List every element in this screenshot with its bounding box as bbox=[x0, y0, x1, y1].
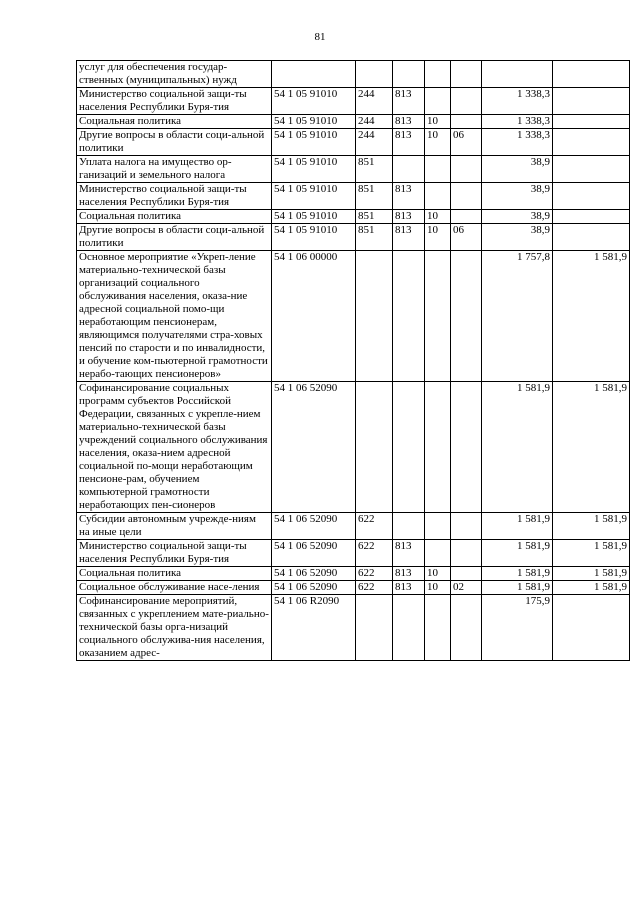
expense-type-code-cell: 622 bbox=[356, 567, 393, 581]
amount-federal-cell: 1 581,9 bbox=[553, 513, 630, 540]
section-code-cell: 10 bbox=[425, 210, 451, 224]
amount-federal-cell bbox=[553, 61, 630, 88]
target-article-code-cell: 54 1 05 91010 bbox=[272, 115, 356, 129]
section-code-cell bbox=[425, 61, 451, 88]
section-code-cell bbox=[425, 540, 451, 567]
table-row bbox=[77, 382, 630, 513]
amount-total-cell bbox=[482, 61, 553, 88]
table-row bbox=[77, 115, 630, 129]
amount-federal-cell bbox=[553, 595, 630, 661]
expense-type-code-cell: 622 bbox=[356, 540, 393, 567]
section-code-cell bbox=[425, 183, 451, 210]
section-code-cell: 10 bbox=[425, 115, 451, 129]
expense-type-code-cell: 622 bbox=[356, 581, 393, 595]
table-row bbox=[77, 567, 630, 581]
table-row bbox=[77, 210, 630, 224]
section-code-cell bbox=[425, 382, 451, 513]
subsection-code-cell bbox=[451, 61, 482, 88]
row-name-cell: Субсидии автономным учрежде-ниям на иные цели bbox=[77, 513, 272, 540]
amount-total-cell: 38,9 bbox=[482, 156, 553, 183]
administrator-code-cell bbox=[393, 513, 425, 540]
section-code-cell bbox=[425, 595, 451, 661]
row-name-cell: Другие вопросы в области соци-альной политики bbox=[77, 224, 272, 251]
amount-federal-cell: 1 581,9 bbox=[553, 251, 630, 382]
amount-federal-cell bbox=[553, 88, 630, 115]
expense-type-code-cell bbox=[356, 595, 393, 661]
amount-total-cell: 1 338,3 bbox=[482, 129, 553, 156]
subsection-code-cell bbox=[451, 88, 482, 115]
budget-table-body bbox=[77, 61, 630, 661]
table-row bbox=[77, 595, 630, 661]
row-name-cell: Софинансирование мероприятий, связанных с укреплением мате-риально-технической базы орга-низаций социального обслужива-ния населения, оказанием адрес- bbox=[77, 595, 272, 661]
administrator-code-cell: 813 bbox=[393, 210, 425, 224]
administrator-code-cell: 813 bbox=[393, 540, 425, 567]
amount-federal-cell: 1 581,9 bbox=[553, 540, 630, 567]
page-number: 81 bbox=[314, 31, 326, 43]
subsection-code-cell: 06 bbox=[451, 129, 482, 156]
subsection-code-cell bbox=[451, 210, 482, 224]
subsection-code-cell bbox=[451, 115, 482, 129]
row-name-cell: Основное мероприятие «Укреп-ление материально-технической базы организаций социального обслуживания населения, оказа-ние адресной социальной помо-щи неработающим пенсионерам, являющимся получателями стра-ховых пенсий по старости и по инвалидности, и обучение ком-пьютерной грамотности нерабо-тающих пенсионеров» bbox=[77, 251, 272, 382]
row-name-cell: Социальная политика bbox=[77, 115, 272, 129]
amount-total-cell: 1 581,9 bbox=[482, 513, 553, 540]
amount-federal-cell: 1 581,9 bbox=[553, 567, 630, 581]
expense-type-code-cell: 244 bbox=[356, 115, 393, 129]
subsection-code-cell bbox=[451, 513, 482, 540]
subsection-code-cell: 02 bbox=[451, 581, 482, 595]
expense-type-code-cell: 851 bbox=[356, 156, 393, 183]
administrator-code-cell bbox=[393, 595, 425, 661]
target-article-code-cell: 54 1 06 52090 bbox=[272, 581, 356, 595]
expense-type-code-cell bbox=[356, 251, 393, 382]
expense-type-code-cell: 851 bbox=[356, 183, 393, 210]
row-name-cell: Другие вопросы в области соци-альной политики bbox=[77, 129, 272, 156]
table-row bbox=[77, 581, 630, 595]
amount-total-cell: 1 581,9 bbox=[482, 581, 553, 595]
amount-total-cell: 38,9 bbox=[482, 210, 553, 224]
administrator-code-cell: 813 bbox=[393, 581, 425, 595]
amount-federal-cell: 1 581,9 bbox=[553, 382, 630, 513]
expense-type-code-cell: 851 bbox=[356, 210, 393, 224]
table-row bbox=[77, 129, 630, 156]
table-row bbox=[77, 224, 630, 251]
subsection-code-cell bbox=[451, 183, 482, 210]
section-code-cell bbox=[425, 251, 451, 382]
row-name-cell: Министерство социальной защи-ты населения Республики Буря-тия bbox=[77, 540, 272, 567]
target-article-code-cell: 54 1 06 52090 bbox=[272, 567, 356, 581]
administrator-code-cell: 813 bbox=[393, 129, 425, 156]
administrator-code-cell bbox=[393, 61, 425, 88]
amount-total-cell: 1 581,9 bbox=[482, 540, 553, 567]
amount-total-cell: 1 338,3 bbox=[482, 88, 553, 115]
subsection-code-cell bbox=[451, 156, 482, 183]
section-code-cell: 10 bbox=[425, 224, 451, 251]
expense-type-code-cell: 851 bbox=[356, 224, 393, 251]
target-article-code-cell: 54 1 06 52090 bbox=[272, 382, 356, 513]
amount-total-cell: 1 581,9 bbox=[482, 567, 553, 581]
row-name-cell: услуг для обеспечения государ-ственных (муниципальных) нужд bbox=[77, 61, 272, 88]
section-code-cell bbox=[425, 156, 451, 183]
administrator-code-cell: 813 bbox=[393, 115, 425, 129]
target-article-code-cell: 54 1 06 R2090 bbox=[272, 595, 356, 661]
amount-total-cell: 38,9 bbox=[482, 183, 553, 210]
target-article-code-cell: 54 1 05 91010 bbox=[272, 183, 356, 210]
amount-federal-cell bbox=[553, 224, 630, 251]
target-article-code-cell: 54 1 05 91010 bbox=[272, 224, 356, 251]
expense-type-code-cell bbox=[356, 61, 393, 88]
row-name-cell: Министерство социальной защи-ты населения Республики Буря-тия bbox=[77, 88, 272, 115]
amount-federal-cell bbox=[553, 156, 630, 183]
table-row bbox=[77, 513, 630, 540]
amount-federal-cell: 1 581,9 bbox=[553, 581, 630, 595]
table-row bbox=[77, 183, 630, 210]
subsection-code-cell bbox=[451, 567, 482, 581]
table-row bbox=[77, 540, 630, 567]
section-code-cell: 10 bbox=[425, 567, 451, 581]
target-article-code-cell: 54 1 05 91010 bbox=[272, 88, 356, 115]
target-article-code-cell: 54 1 05 91010 bbox=[272, 210, 356, 224]
amount-federal-cell bbox=[553, 210, 630, 224]
administrator-code-cell: 813 bbox=[393, 567, 425, 581]
amount-total-cell: 1 581,9 bbox=[482, 382, 553, 513]
amount-federal-cell bbox=[553, 115, 630, 129]
target-article-code-cell: 54 1 06 52090 bbox=[272, 513, 356, 540]
row-name-cell: Софинансирование социальных программ субъектов Российской Федерации, связанных с укрепле-нием материально-технической базы учреждений социального обслуживания населения, оказа-нием адресной социальной по-мощи неработающим пенсионе-рам, обучением компьютерной грамотности неработающих пен-сионеров bbox=[77, 382, 272, 513]
target-article-code-cell: 54 1 05 91010 bbox=[272, 129, 356, 156]
target-article-code-cell: 54 1 06 00000 bbox=[272, 251, 356, 382]
expense-type-code-cell bbox=[356, 382, 393, 513]
target-article-code-cell: 54 1 05 91010 bbox=[272, 156, 356, 183]
table-row bbox=[77, 251, 630, 382]
table-row bbox=[77, 156, 630, 183]
expense-type-code-cell: 622 bbox=[356, 513, 393, 540]
section-code-cell: 10 bbox=[425, 581, 451, 595]
subsection-code-cell bbox=[451, 595, 482, 661]
administrator-code-cell bbox=[393, 251, 425, 382]
table-row bbox=[77, 61, 630, 88]
row-name-cell: Социальная политика bbox=[77, 210, 272, 224]
row-name-cell: Уплата налога на имущество ор-ганизаций и земельного налога bbox=[77, 156, 272, 183]
amount-total-cell: 38,9 bbox=[482, 224, 553, 251]
row-name-cell: Социальное обслуживание насе-ления bbox=[77, 581, 272, 595]
expense-type-code-cell: 244 bbox=[356, 129, 393, 156]
target-article-code-cell: 54 1 06 52090 bbox=[272, 540, 356, 567]
target-article-code-cell bbox=[272, 61, 356, 88]
row-name-cell: Министерство социальной защи-ты населения Республики Буря-тия bbox=[77, 183, 272, 210]
expense-type-code-cell: 244 bbox=[356, 88, 393, 115]
subsection-code-cell bbox=[451, 382, 482, 513]
budget-table bbox=[76, 60, 630, 661]
administrator-code-cell: 813 bbox=[393, 88, 425, 115]
row-name-cell: Социальная политика bbox=[77, 567, 272, 581]
amount-total-cell: 175,9 bbox=[482, 595, 553, 661]
amount-total-cell: 1 757,8 bbox=[482, 251, 553, 382]
section-code-cell bbox=[425, 88, 451, 115]
subsection-code-cell bbox=[451, 251, 482, 382]
section-code-cell: 10 bbox=[425, 129, 451, 156]
subsection-code-cell bbox=[451, 540, 482, 567]
administrator-code-cell bbox=[393, 156, 425, 183]
subsection-code-cell: 06 bbox=[451, 224, 482, 251]
administrator-code-cell: 813 bbox=[393, 183, 425, 210]
administrator-code-cell bbox=[393, 382, 425, 513]
administrator-code-cell: 813 bbox=[393, 224, 425, 251]
amount-federal-cell bbox=[553, 183, 630, 210]
amount-federal-cell bbox=[553, 129, 630, 156]
amount-total-cell: 1 338,3 bbox=[482, 115, 553, 129]
section-code-cell bbox=[425, 513, 451, 540]
table-row bbox=[77, 88, 630, 115]
